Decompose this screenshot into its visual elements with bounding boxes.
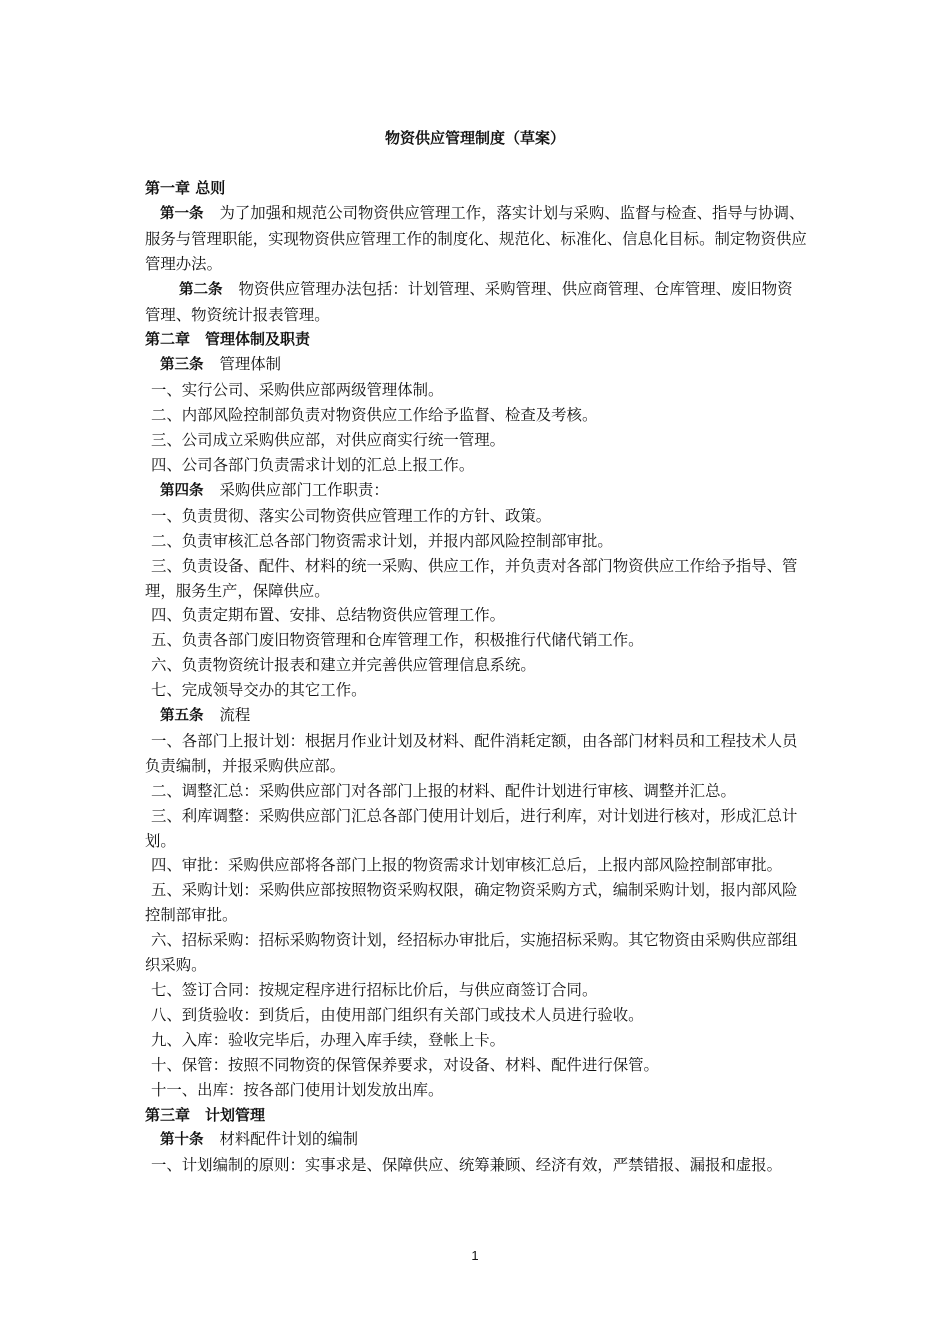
article-1-text: 为了加强和规范公司物资供应管理工作，落实计划与采购、监督与检查、指导与协调、服务与管理职能，实现物资供应管理工作的制度化、规范化、标准化、信息化目标。制定物资供应管理办法。 [145,203,807,273]
article-2 [145,277,807,328]
list-item: 七、签订合同：按规定程序进行招标比价后，与供应商签订合同。 [151,981,598,999]
list-item: 二、负责审核汇总各部门物资需求计划，并报内部风险控制部审批。 [151,531,613,550]
list-item: 四、审批：采购供应部将各部门上报的物资需求计划审核汇总后，上报内部风险控制部审批。 [151,856,783,875]
article-5 [145,703,807,729]
list-item: 三、负责设备、配件、材料的统一采购、供应工作，并负责对各部门物资供应工作给予指导、管理，服务生产，保障供应。 [145,556,798,600]
list-item: 五、负责各部门废旧物资管理和仓库管理工作，积极推行代储代销工作。 [151,631,644,650]
article-4-text: 采购供应部门工作职责： [219,480,389,499]
list-item: 六、负责物资统计报表和建立并完善供应管理信息系统。 [151,656,536,675]
article-1-label: 第一条 [160,205,204,222]
list-item: 六、招标采购：招标采购物资计划，经招标办审批后，实施招标采购。其它物资由采购供应部组织采购。 [145,931,798,975]
article-5-label: 第五条 [160,708,204,725]
article-10-text: 材料配件计划的编制 [219,1130,359,1149]
list-item: 五、采购计划：采购供应部按照物资采购权限，确定物资采购方式，编制采购计划，报内部风险控制部审批。 [145,881,798,925]
list-item: 四、公司各部门负责需求计划的汇总上报工作。 [151,455,475,474]
list-item: 十、保管：按照不同物资的保管保养要求，对设备、材料、配件进行保管。 [151,1055,659,1074]
list-item: 八、到货验收：到货后，由使用部门组织有关部门或技术人员进行验收。 [151,1005,644,1024]
article-10 [145,1127,807,1153]
article-5-text: 流程 [219,706,251,725]
document-body [145,176,807,1178]
article-4-label: 第四条 [160,482,204,499]
chapter-2-heading: 第二章 管理体制及职责 [145,330,311,349]
article-10-label: 第十条 [160,1132,204,1149]
list-item: 七、完成领导交办的其它工作。 [151,681,367,700]
list-item: 一、计划编制的原则：实事求是、保障供应、统筹兼顾、经济有效，严禁错报、漏报和虚报。 [151,1156,783,1175]
chapter-1-heading: 第一章 总则 [145,179,226,197]
article-3 [145,352,807,378]
document-title: 物资供应管理制度（草案） [384,129,565,147]
chapter-3-heading: 第三章 计划管理 [145,1105,266,1124]
article-1 [145,201,807,277]
list-item: 二、内部风险控制部负责对物资供应工作给予监督、检查及考核。 [151,406,598,425]
list-item: 十一、出库：按各部门使用计划发放出库。 [151,1080,444,1099]
list-item: 三、公司成立采购供应部，对供应商实行统一管理。 [151,431,505,450]
list-item: 一、负责贯彻、落实公司物资供应管理工作的方针、政策。 [151,506,552,525]
page-number: 1 [471,1248,479,1263]
list-item: 二、调整汇总：采购供应部门对各部门上报的材料、配件计划进行审核、调整并汇总。 [151,781,736,800]
article-3-text: 管理体制 [219,355,282,374]
list-item: 一、各部门上报计划：根据月作业计划及材料、配件消耗定额，由各部门材料员和工程技术人员负责编制，并报采购供应部。 [145,731,798,775]
list-item: 三、利库调整：采购供应部门汇总各部门使用计划后，进行利库，对计划进行核对，形成汇总计划。 [145,806,798,850]
list-item: 九、入库：验收完毕后，办理入库手续，登帐上卡。 [151,1030,505,1049]
article-2-label: 第二条 [179,281,223,298]
list-item: 四、负责定期布置、安排、总结物资供应管理工作。 [151,606,505,625]
list-item: 一、实行公司、采购供应部两级管理体制。 [151,381,444,400]
article-2-text: 物资供应管理办法包括：计划管理、采购管理、供应商管理、仓库管理、废旧物资管理、物资统计报表管理。 [145,279,793,324]
article-3-label: 第三条 [160,357,204,374]
article-4 [145,478,807,504]
